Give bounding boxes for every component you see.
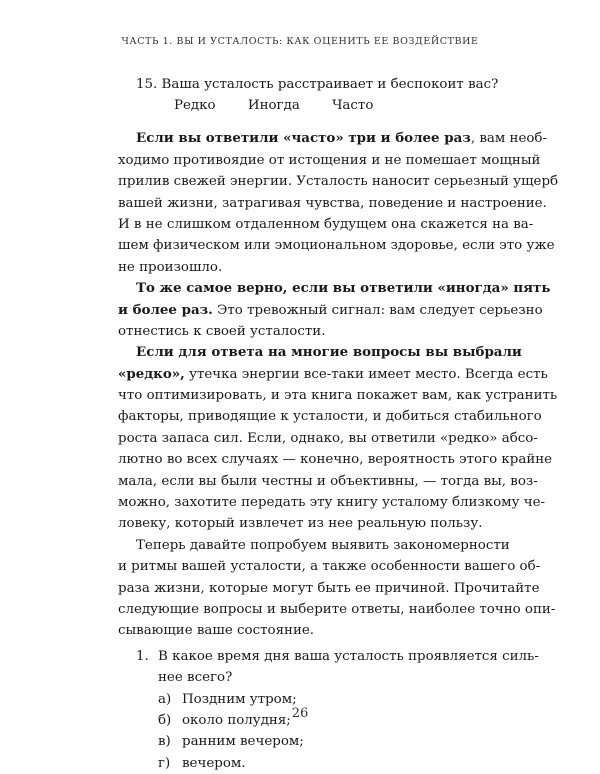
paragraph-line: отнестись к своей усталости. — [118, 323, 326, 339]
paragraph-line: ловеку, который извлечет из нее реальную пользу. — [118, 516, 483, 532]
choice-often: Часто — [332, 98, 374, 114]
page-number: 26 — [291, 706, 309, 721]
question-1-line: нее всего? — [158, 670, 233, 686]
question-15: 15. Ваша усталость расстраивает и беспокоит вас? — [136, 77, 499, 92]
paragraph-line: следующие вопросы и выберите ответы, наиболее точно опи- — [118, 601, 556, 617]
paragraph-line: раза жизни, которые могут быть ее причиной. Прочитайте — [118, 580, 540, 596]
bold-lead: и более раз. — [118, 301, 213, 318]
paragraph-line — [118, 342, 522, 363]
paragraph-sometimes — [118, 278, 551, 342]
paragraph-next-steps — [118, 535, 556, 642]
option-text: Поздним утром; — [182, 691, 297, 707]
paragraph-line: ходимо противоядие от истощения и не помешает мощный — [118, 152, 541, 168]
bold-lead: Если для ответа на многие вопросы вы выбрали — [136, 344, 522, 361]
paragraph-line: роста запаса сил. Если, однако, вы ответили «редко» абсо- — [118, 430, 538, 446]
paragraph-line: можно, захотите передать эту книгу усталому близкому че- — [118, 495, 546, 511]
paragraph-line — [118, 364, 548, 385]
paragraph-line: не произошло. — [118, 259, 223, 275]
option-text: ранним вечером; — [182, 734, 304, 750]
line-text: Это тревожный сигнал: вам следует серьезно — [212, 302, 543, 318]
paragraph-line — [118, 300, 543, 321]
paragraph-often — [118, 128, 559, 278]
bold-lead: То же самое верно, если вы ответили «иногда» пять — [136, 280, 551, 297]
choice-rarely: Редко — [174, 98, 216, 114]
paragraph-line: Теперь давайте попробуем выявить закономерности — [136, 537, 510, 553]
running-head: ЧАСТЬ 1. ВЫ И УСТАЛОСТЬ: КАК ОЦЕНИТЬ ЕЕ ВОЗДЕЙСТВИЕ — [121, 36, 479, 47]
line-text: утечка энергии все-таки имеет место. Всегда есть — [184, 366, 548, 382]
option-letter: в) — [158, 734, 171, 750]
line-text: , вам необ- — [470, 131, 548, 147]
question-1-line — [118, 646, 539, 667]
bold-lead: Если вы ответили «часто» три и более раз — [136, 130, 471, 147]
question-15-choices — [118, 95, 496, 117]
option-letter: а) — [158, 691, 172, 707]
paragraph-line: лютно во всех случаях — конечно, вероятность этого крайне — [118, 452, 553, 468]
option-letter: г) — [158, 755, 171, 771]
paragraph-line: факторы, приводящие к усталости, и добиться стабильного — [118, 409, 542, 425]
paragraph-line: мала, если вы были честны и объективны, — тогда вы, воз- — [118, 473, 538, 489]
bold-lead: «редко», — [118, 365, 185, 382]
page-body — [118, 74, 559, 774]
paragraph-line: вашей жизни, затрагивая чувства, поведение и настроение. — [118, 195, 547, 211]
option-text: около полудня; — [182, 712, 291, 728]
paragraph-line — [118, 128, 548, 149]
paragraph-line: что оптимизировать, и эта книга покажет вам, как устранить — [118, 388, 558, 404]
paragraph-line: сывающие ваше состояние. — [118, 623, 315, 639]
question-text: В какое время дня ваша усталость проявляется силь- — [158, 648, 539, 664]
choice-sometimes: Иногда — [247, 98, 300, 114]
paragraph-line: прилив свежей энергии. Усталость наносит серьезный ущерб — [118, 174, 559, 190]
answer-option — [118, 753, 496, 774]
spacer — [118, 117, 496, 128]
option-text: вечером. — [182, 755, 246, 771]
option-letter: б) — [158, 712, 172, 728]
paragraph-line: и ритмы вашей усталости, а также особенности вашего об- — [118, 559, 541, 575]
paragraph-line: И в не слишком отдаленном будущем она скажется на ва- — [118, 216, 534, 232]
question-number: 1. — [136, 648, 149, 664]
paragraph-line — [118, 278, 551, 299]
paragraph-line: шем физическом или эмоциональном здоровье, если это уже — [118, 238, 555, 254]
paragraph-rarely — [118, 342, 558, 535]
